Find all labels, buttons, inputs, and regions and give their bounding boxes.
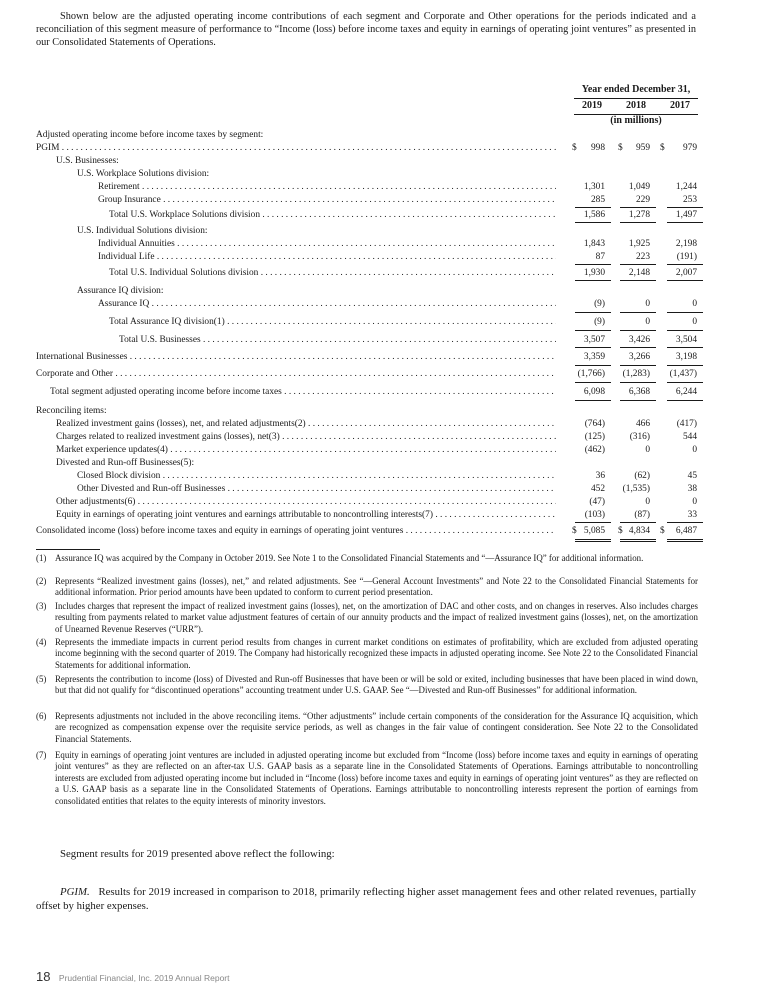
value-2019: 3,507	[583, 335, 605, 345]
dollar-sign: $	[572, 526, 577, 536]
report-name: Prudential Financial, Inc. 2019 Annual Report	[58, 973, 230, 983]
subtotal-rule	[667, 347, 703, 348]
row-label: Adjusted operating income before income taxes by segment:	[36, 130, 264, 140]
period-header-rule	[574, 98, 698, 99]
period-header: Year ended December 31,	[581, 84, 691, 95]
subtotal-rule	[667, 522, 703, 523]
table-row	[36, 238, 698, 251]
value-2018: 1,049	[628, 182, 650, 192]
footnote	[36, 576, 698, 599]
total-double-rule	[620, 539, 656, 540]
table-row	[36, 509, 698, 522]
total-double-rule	[667, 541, 703, 542]
subtotal-rule	[620, 280, 656, 281]
subtotal-rule	[667, 400, 703, 401]
value-2017: 0	[692, 445, 697, 455]
table-row	[36, 431, 698, 444]
subtotal-rule	[620, 312, 656, 313]
footnote	[36, 637, 698, 671]
table-row	[36, 368, 698, 381]
row-label: International Businesses . . .	[36, 351, 556, 364]
table-row	[36, 298, 698, 311]
value-2017: 2,007	[675, 268, 697, 278]
table-row	[36, 405, 698, 418]
year-2019: 2019	[582, 100, 602, 111]
row-label: Equity in earnings of operating joint ventures and earnings attributable to noncontrolling interests(7) . . .	[56, 509, 556, 522]
value-2019: (764)	[584, 419, 605, 429]
value-2018: 223	[635, 252, 650, 262]
table-row	[36, 225, 698, 238]
dollar-sign: $	[572, 143, 577, 153]
value-2017: 6,244	[675, 387, 697, 397]
value-2017: 979	[682, 143, 697, 153]
subtotal-rule	[667, 382, 703, 383]
row-label: Individual Annuities . . .	[98, 238, 556, 251]
subtotal-rule	[575, 522, 611, 523]
row-label: Other Divested and Run-off Businesses . . .	[77, 483, 556, 496]
footnote-number: (6)	[36, 711, 47, 721]
row-label: PGIM . . .	[36, 142, 556, 155]
value-2017: 3,198	[675, 352, 697, 362]
intro-paragraph: Shown below are the adjusted operating income contributions of each segment and Corporate and Other operations for the periods indicated and a reconciliation of this segment measure of performance to “Income (loss) before income taxes and equity in earnings of operating joint ventures” as presented in our Consolidated Statements of Operations.	[36, 11, 696, 48]
footnote	[36, 674, 698, 697]
value-2019: 998	[590, 143, 605, 153]
table-row	[36, 251, 698, 264]
dollar-sign: $	[660, 143, 665, 153]
value-2018: 959	[635, 143, 650, 153]
row-label: Assurance IQ division:	[77, 286, 164, 296]
table-row	[36, 351, 698, 364]
subtotal-rule	[620, 400, 656, 401]
table-row	[36, 168, 698, 181]
row-label: Divested and Run-off Businesses(5):	[56, 458, 195, 468]
footnote-number: (7)	[36, 750, 47, 760]
footnote-text: Represents adjustments not included in the above reconciling items. “Other adjustments” include certain components of the consideration for the Assurance IQ acquisition, which are recognized as compensation expense over the requisite service periods, as well as changes in the fair value of contingent consideration. See Note 22 to the Consolidated Financial Statements.	[55, 711, 698, 744]
units-label: (in millions)	[610, 115, 662, 126]
subtotal-rule	[620, 264, 656, 265]
value-2019: (1,766)	[577, 369, 605, 379]
value-2017: 1,244	[675, 182, 697, 192]
table-row	[36, 496, 698, 509]
value-2019: 1,586	[583, 210, 605, 220]
value-2017: 0	[692, 497, 697, 507]
footnote	[36, 750, 698, 807]
row-label: Group Insurance . . .	[98, 194, 556, 207]
value-2017: 33	[687, 510, 697, 520]
year-2018: 2018	[626, 100, 646, 111]
footnote-number: (2)	[36, 576, 47, 586]
subtotal-rule	[620, 222, 656, 223]
footnote-number: (3)	[36, 601, 47, 611]
pgim-text: Results for 2019 increased in comparison to 2018, primarily reflecting higher asset management fees and other related revenues, partially offset by higher expenses.	[36, 886, 696, 912]
value-2019: 452	[590, 484, 605, 494]
footnote-number: (5)	[36, 674, 47, 684]
value-2019: 3,359	[583, 352, 605, 362]
subtotal-rule	[667, 222, 703, 223]
footnote-text: Assurance IQ was acquired by the Company in October 2019. See Note 1 to the Consolidated Financial Statements and “—Assurance IQ” for additional information.	[55, 553, 644, 563]
value-2018: (87)	[634, 510, 650, 520]
value-2019: (125)	[584, 432, 605, 442]
subtotal-rule	[575, 330, 611, 331]
page-footer	[36, 968, 230, 986]
value-2018: 3,266	[628, 352, 650, 362]
value-2019: (9)	[594, 299, 605, 309]
row-label: Charges related to realized investment gains (losses), net(3) . . .	[56, 431, 556, 444]
value-2019: 87	[595, 252, 605, 262]
value-2018: 0	[645, 445, 650, 455]
footnote	[36, 601, 698, 635]
total-double-rule	[667, 539, 703, 540]
value-2017: 544	[682, 432, 697, 442]
value-2019: 1,301	[583, 182, 605, 192]
table-row	[36, 267, 698, 280]
row-label: Total U.S. Businesses . . .	[119, 334, 556, 347]
value-2018: (62)	[634, 471, 650, 481]
table-row	[36, 142, 698, 155]
value-2017: 1,497	[675, 210, 697, 220]
value-2018: 1,278	[628, 210, 650, 220]
value-2018: 2,148	[628, 268, 650, 278]
subtotal-rule	[575, 207, 611, 208]
subtotal-rule	[575, 264, 611, 265]
footnote-number: (1)	[36, 553, 47, 563]
pgim-paragraph	[36, 885, 696, 913]
footnote-text: Equity in earnings of operating joint ventures are included in adjusted operating income but excluded from “Income (loss) before income taxes and equity in earnings of operating joint ventures” as they are reflected on an after-tax U.S. GAAP basis as a separate line in the Consolidated Statements of Operations. Earnings attributable to noncontrolling interests are excluded from adjusted operating income but included in “Income (loss) before income taxes and equity in earnings of operating joint ventures” as they are reflected on a U.S. GAAP basis as a separate line in the Consolidated Statements of Operations. Earnings attributable to noncontrolling interests represent the portion of earnings from consolidated entities that relates to the equity interests of minority investors.	[55, 750, 698, 806]
subtotal-rule	[620, 365, 656, 366]
value-2018: 6,368	[628, 387, 650, 397]
value-2019: (9)	[594, 317, 605, 327]
value-2018: 1,925	[628, 239, 650, 249]
value-2017: 6,487	[675, 526, 697, 536]
value-2018: 3,426	[628, 335, 650, 345]
row-label: Realized investment gains (losses), net, and related adjustments(2) . . .	[56, 418, 556, 431]
footnote	[36, 711, 698, 745]
value-2018: 229	[635, 195, 650, 205]
dollar-sign: $	[618, 526, 623, 536]
year-2017: 2017	[670, 100, 690, 111]
value-2019: (462)	[584, 445, 605, 455]
subtotal-rule	[575, 347, 611, 348]
footnote-number: (4)	[36, 637, 47, 647]
subtotal-rule	[620, 207, 656, 208]
table-row	[36, 525, 698, 538]
value-2019: 5,085	[583, 526, 605, 536]
footnote-divider	[36, 549, 100, 550]
value-2017: 38	[687, 484, 697, 494]
row-label: Retirement . . .	[98, 181, 556, 194]
subtotal-rule	[575, 312, 611, 313]
value-2018: (1,283)	[622, 369, 650, 379]
value-2019: (47)	[589, 497, 605, 507]
table-row	[36, 444, 698, 457]
value-2018: 0	[645, 299, 650, 309]
value-2017: 253	[682, 195, 697, 205]
subtotal-rule	[620, 522, 656, 523]
value-2019: (103)	[584, 510, 605, 520]
footnote	[36, 553, 698, 564]
row-label: Reconciling items:	[36, 406, 107, 416]
row-label: U.S. Businesses:	[56, 156, 119, 166]
footnote-text: Represents “Realized investment gains (losses), net,” and related adjustments. See “—General Account Investments” and Note 22 to the Consolidated Financial Statements for additional information. Prior period amounts have been updated to conform to current period presentation.	[55, 576, 698, 598]
row-label: Total segment adjusted operating income before income taxes . . .	[50, 386, 556, 399]
value-2017: 45	[687, 471, 697, 481]
row-label: Consolidated income (loss) before income taxes and equity in earnings of operating joint ventures . . .	[36, 525, 556, 538]
subtotal-rule	[667, 264, 703, 265]
total-double-rule	[575, 541, 611, 542]
dollar-sign: $	[660, 526, 665, 536]
subtotal-rule	[575, 400, 611, 401]
table-row	[36, 129, 698, 142]
table-row	[36, 316, 698, 329]
row-label: Market experience updates(4) . . .	[56, 444, 556, 457]
table-row	[36, 418, 698, 431]
subtotal-rule	[620, 330, 656, 331]
subtotal-rule	[620, 382, 656, 383]
subtotal-rule	[667, 207, 703, 208]
row-label: Individual Life . . .	[98, 251, 556, 264]
subtotal-rule	[575, 222, 611, 223]
subtotal-rule	[575, 280, 611, 281]
footnote-text: Represents the contribution to income (loss) of Divested and Run-off Businesses that have been or will be sold or exited, including businesses that have been placed in wind down, but that did not qualify for “discontinued operations” accounting treatment under U.S. GAAP. See “—Divested and Run-off Businesses” for additional information.	[55, 674, 698, 696]
value-2018: 0	[645, 497, 650, 507]
total-double-rule	[620, 541, 656, 542]
subtotal-rule	[620, 347, 656, 348]
value-2017: (417)	[676, 419, 697, 429]
value-2019: 1,930	[583, 268, 605, 278]
value-2018: (1,535)	[622, 484, 650, 494]
table-row	[36, 181, 698, 194]
row-label: Corporate and Other . . .	[36, 368, 556, 381]
value-2018: 466	[635, 419, 650, 429]
row-label: Assurance IQ . . .	[98, 298, 556, 311]
table-row	[36, 209, 698, 222]
subtotal-rule	[575, 382, 611, 383]
value-2019: 6,098	[583, 387, 605, 397]
table-row	[36, 457, 698, 470]
table-row	[36, 483, 698, 496]
footnote-text: Includes charges that represent the impact of realized investment gains (losses), net, on the amortization of DAC and other costs, and on changes in reserves. Also includes charges resulting from payments related to market value adjustment features of certain of our annuity products and the impact of realized investment gains (losses), net, on the amortization of Unearned Revenue Reserves (“URR”).	[55, 601, 698, 634]
footnote-text: Represents the immediate impacts in current period results from changes in current market conditions on estimates of profitability, which are excluded from adjusted operating income beginning with the second quarter of 2019. The Company had historically recognized these impacts in adjusted operating income. See Note 22 to the Consolidated Financial Statements for additional information.	[55, 637, 698, 670]
table-row	[36, 285, 698, 298]
value-2019: 1,843	[583, 239, 605, 249]
page-number: 18	[36, 969, 51, 984]
row-label: Other adjustments(6) . . .	[56, 496, 556, 509]
value-2017: (191)	[676, 252, 697, 262]
value-2018: 0	[645, 317, 650, 327]
value-2017: 0	[692, 299, 697, 309]
value-2017: (1,437)	[669, 369, 697, 379]
table-row	[36, 470, 698, 483]
total-double-rule	[575, 539, 611, 540]
value-2017: 0	[692, 317, 697, 327]
value-2017: 3,504	[675, 335, 697, 345]
value-2019: 285	[590, 195, 605, 205]
subtotal-rule	[667, 330, 703, 331]
row-label: Total U.S. Individual Solutions division . . .	[109, 267, 556, 280]
value-2019: 36	[595, 471, 605, 481]
table-row	[36, 386, 698, 399]
table-row	[36, 155, 698, 168]
row-label: Closed Block division . . .	[77, 470, 556, 483]
row-label: U.S. Workplace Solutions division:	[77, 169, 210, 179]
table-row	[36, 194, 698, 207]
value-2017: 2,198	[675, 239, 697, 249]
subtotal-rule	[575, 365, 611, 366]
subtotal-rule	[667, 280, 703, 281]
segment-results-intro: Segment results for 2019 presented above reflect the following:	[60, 848, 335, 860]
table-row	[36, 334, 698, 347]
value-2018: 4,834	[628, 526, 650, 536]
value-2018: (316)	[629, 432, 650, 442]
row-label: U.S. Individual Solutions division:	[77, 226, 208, 236]
row-label: Total Assurance IQ division(1) . . .	[109, 316, 556, 329]
subtotal-rule	[667, 365, 703, 366]
subtotal-rule	[667, 312, 703, 313]
pgim-lead: PGIM.	[60, 886, 90, 898]
row-label: Total U.S. Workplace Solutions division . . .	[109, 209, 556, 222]
dollar-sign: $	[618, 143, 623, 153]
